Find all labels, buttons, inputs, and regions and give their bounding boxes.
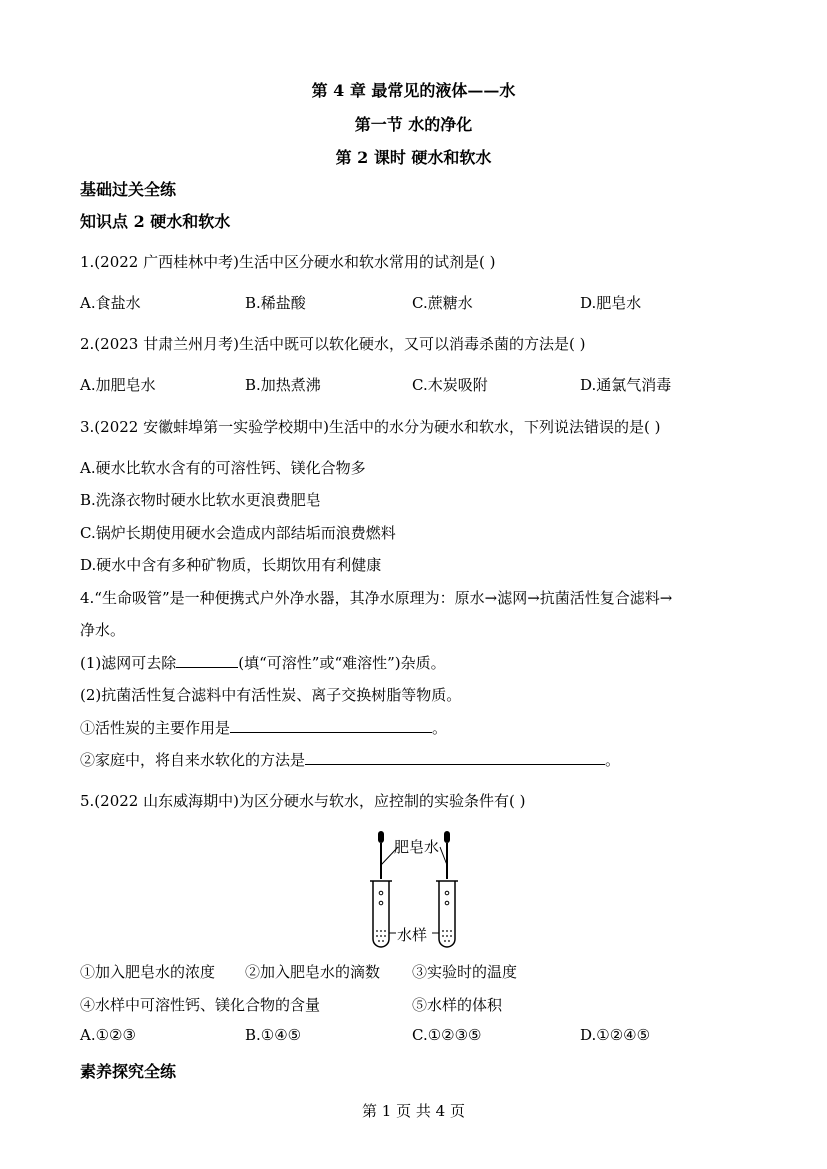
q4-sub2a (80, 717, 447, 738)
q5-option-d: D.①②④⑤ (580, 1026, 651, 1044)
q5-condition-1: ①加入肥皂水的浓度 (80, 963, 216, 981)
q2-option-a: A.加肥皂水 (80, 376, 156, 394)
q2-option-b: B.加热煮沸 (245, 376, 321, 394)
lesson-title: 第 2 课时 硬水和软水 (335, 148, 492, 167)
q1-option-d: D.肥皂水 (580, 294, 642, 312)
q4-sub2b-pre: ②家庭中，将自来水软化的方法是 (80, 751, 306, 769)
q1-option-c: C.蔗糖水 (412, 294, 473, 312)
q5-condition-4: ④水样中可溶性钙、镁化合物的含量 (80, 996, 321, 1014)
q3-option-c: C.锅炉长期使用硬水会造成内部结垢而浪费燃料 (80, 524, 396, 542)
q2-option-c: C.木炭吸附 (412, 376, 488, 394)
q5-option-b: B.①④⑤ (245, 1026, 302, 1044)
part-heading-basic: 基础过关全练 (80, 180, 177, 199)
q1-option-b: B.稀盐酸 (245, 294, 306, 312)
q5-option-c: C.①②③⑤ (412, 1026, 482, 1044)
q4-sub2a-post: 。 (432, 719, 448, 737)
knowledge-point-heading: 知识点 2 硬水和软水 (80, 212, 231, 231)
question-2-stem: 2.(2023 甘肃兰州月考)生活中既可以软化硬水，又可以消毒杀菌的方法是( ) (80, 335, 586, 353)
water-sample-label: 水样 (397, 926, 428, 944)
q2-option-d: D.通氯气消毒 (580, 376, 672, 394)
q4-sub1-pre: (1)滤网可去除 (80, 654, 177, 672)
question-1-stem: 1.(2022 广西桂林中考)生活中区分硬水和软水常用的试剂是( ) (80, 253, 496, 271)
left-dropper (378, 831, 384, 879)
q4-sub1-answer-blank[interactable] (176, 652, 238, 668)
q5-condition-3: ③实验时的温度 (412, 963, 518, 981)
test-tube-figure (350, 825, 475, 950)
q4-sub2a-pre: ①活性炭的主要作用是 (80, 719, 231, 737)
section-title: 第一节 水的净化 (354, 115, 473, 134)
q1-option-a: A.食盐水 (80, 294, 141, 312)
q5-condition-2: ②加入肥皂水的滴数 (245, 963, 381, 981)
q4-sub2a-answer-blank[interactable] (230, 717, 432, 733)
right-dropper (444, 831, 450, 879)
soap-water-label: 肥皂水 (394, 838, 440, 856)
q5-condition-5: ⑤水样的体积 (412, 996, 503, 1014)
q4-sub2b-post: 。 (605, 751, 621, 769)
chapter-title: 第 4 章 最常见的液体——水 (311, 81, 516, 100)
page-footer: 第 1 页 共 4 页 (362, 1102, 465, 1120)
q3-option-d: D.硬水中含有多种矿物质，长期饮用有利健康 (80, 556, 382, 574)
question-5-stem: 5.(2022 山东威海期中)为区分硬水与软水，应控制的实验条件有( ) (80, 792, 526, 810)
q3-option-b: B.洗涤衣物时硬水比软水更浪费肥皂 (80, 491, 321, 509)
q4-sub1 (80, 652, 446, 673)
q4-sub2b-answer-blank[interactable] (305, 749, 605, 765)
q3-option-a: A.硬水比软水含有的可溶性钙、镁化合物多 (80, 459, 366, 477)
q5-option-a: A.①②③ (80, 1026, 136, 1044)
question-4-stem-line1: 4.“生命吸管”是一种便携式户外净水器，其净水原理为：原水→滤网→抗菌活性复合滤料→ (80, 589, 673, 607)
q4-sub2b (80, 749, 620, 770)
part-heading-advanced: 素养探究全练 (80, 1062, 177, 1081)
question-4-stem-line2: 净水。 (80, 621, 126, 639)
q4-sub1-post: (填“可溶性”或“难溶性”)杂质。 (238, 654, 446, 672)
question-3-stem: 3.(2022 安徽蚌埠第一实验学校期中)生活中的水分为硬水和软水，下列说法错误的是( ) (80, 418, 661, 436)
q4-sub2: (2)抗菌活性复合滤料中有活性炭、离子交换树脂等物质。 (80, 686, 462, 704)
